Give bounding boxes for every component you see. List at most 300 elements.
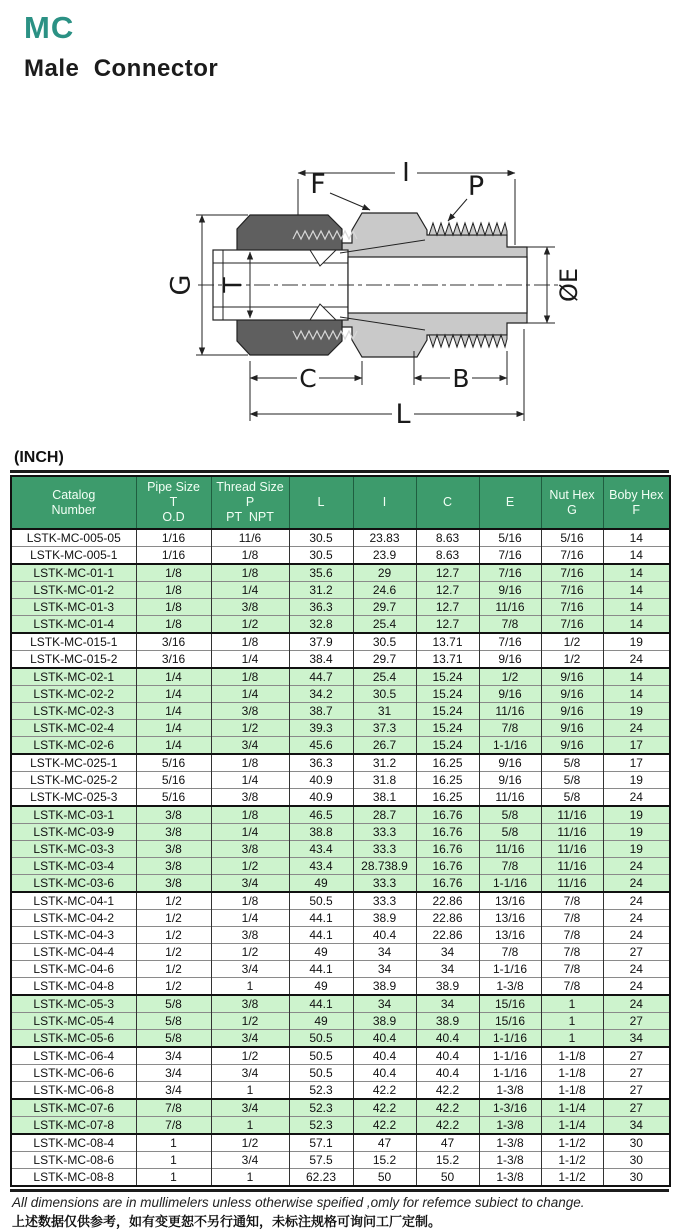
table-cell: 16.25 bbox=[416, 789, 479, 807]
table-cell: 24 bbox=[603, 910, 670, 927]
table-row bbox=[11, 858, 670, 875]
table-cell: 38.8 bbox=[289, 824, 353, 841]
table-cell: 1/4 bbox=[136, 668, 211, 686]
table-cell: 43.4 bbox=[289, 841, 353, 858]
table-cell: 34 bbox=[416, 961, 479, 978]
table-cell: 44.1 bbox=[289, 927, 353, 944]
table-cell: 11/16 bbox=[541, 841, 603, 858]
table-cell: 14 bbox=[603, 582, 670, 599]
table-cell: 11/16 bbox=[479, 599, 541, 616]
table-cell: 57.5 bbox=[289, 1152, 353, 1169]
table-row bbox=[11, 686, 670, 703]
table-cell: 7/8 bbox=[541, 978, 603, 996]
table-cell: 9/16 bbox=[541, 668, 603, 686]
table-row bbox=[11, 1169, 670, 1187]
table-cell: 15.24 bbox=[416, 668, 479, 686]
table-cell: 16.76 bbox=[416, 806, 479, 824]
table-cell: 3/4 bbox=[211, 961, 289, 978]
table-cell: 11/16 bbox=[479, 841, 541, 858]
table-cell: 29.7 bbox=[353, 651, 416, 669]
table-cell: 1/4 bbox=[136, 737, 211, 755]
table-cell: 9/16 bbox=[479, 686, 541, 703]
table-row bbox=[11, 564, 670, 582]
table-cell: 1/2 bbox=[136, 944, 211, 961]
table-cell: 3/16 bbox=[136, 651, 211, 669]
table-cell: 12.7 bbox=[416, 599, 479, 616]
table-cell: 1-1/4 bbox=[541, 1117, 603, 1135]
table-cell: LSTK-MC-05-3 bbox=[11, 995, 136, 1013]
table-cell: 24 bbox=[603, 651, 670, 669]
table-cell: 26.7 bbox=[353, 737, 416, 755]
table-cell: 44.1 bbox=[289, 961, 353, 978]
table-row bbox=[11, 824, 670, 841]
table-cell: 1 bbox=[136, 1152, 211, 1169]
table-cell: 3/4 bbox=[136, 1065, 211, 1082]
table-cell: 1-1/2 bbox=[541, 1152, 603, 1169]
table-cell: LSTK-MC-06-6 bbox=[11, 1065, 136, 1082]
table-cell: 57.1 bbox=[289, 1134, 353, 1152]
table-cell: 1/2 bbox=[136, 978, 211, 996]
table-cell: 5/8 bbox=[479, 824, 541, 841]
table-cell: 29 bbox=[353, 564, 416, 582]
table-row bbox=[11, 789, 670, 807]
table-row bbox=[11, 910, 670, 927]
table-row bbox=[11, 961, 670, 978]
table-row bbox=[11, 754, 670, 772]
table-cell: 22.86 bbox=[416, 910, 479, 927]
male-thread-top bbox=[429, 223, 507, 235]
table-cell: 34 bbox=[416, 944, 479, 961]
spec-table bbox=[10, 475, 671, 1187]
table-cell: 1/8 bbox=[211, 806, 289, 824]
table-cell: 1-3/8 bbox=[479, 1117, 541, 1135]
table-cell: 1/4 bbox=[136, 720, 211, 737]
column-header: Thread Size P PT NPT bbox=[211, 476, 289, 529]
column-header: I bbox=[353, 476, 416, 529]
table-cell: 1/2 bbox=[211, 616, 289, 634]
table-cell: 12.7 bbox=[416, 616, 479, 634]
table-cell: 1-3/8 bbox=[479, 1134, 541, 1152]
dim-label-C: C bbox=[299, 364, 317, 393]
table-cell: 42.2 bbox=[416, 1099, 479, 1117]
table-cell: 24 bbox=[603, 720, 670, 737]
table-cell: 7/8 bbox=[479, 616, 541, 634]
table-cell: 15.24 bbox=[416, 686, 479, 703]
table-row bbox=[11, 633, 670, 651]
table-cell: 5/16 bbox=[136, 772, 211, 789]
table-cell: 13.71 bbox=[416, 651, 479, 669]
table-cell: 1/2 bbox=[211, 858, 289, 875]
table-cell: 7/8 bbox=[136, 1117, 211, 1135]
table-cell: 5/8 bbox=[136, 995, 211, 1013]
table-row bbox=[11, 582, 670, 599]
table-cell: 3/8 bbox=[211, 841, 289, 858]
table-cell: 3/8 bbox=[211, 927, 289, 944]
table-cell: 3/4 bbox=[211, 1030, 289, 1048]
table-row bbox=[11, 1099, 670, 1117]
table-cell: 1/4 bbox=[211, 824, 289, 841]
table-cell: 40.4 bbox=[416, 1030, 479, 1048]
table-cell: 1/2 bbox=[211, 1047, 289, 1065]
table-cell: 1-1/16 bbox=[479, 1030, 541, 1048]
table-row bbox=[11, 529, 670, 547]
table-cell: 1-1/2 bbox=[541, 1169, 603, 1187]
table-cell: LSTK-MC-04-3 bbox=[11, 927, 136, 944]
table-cell: 44.1 bbox=[289, 910, 353, 927]
table-row bbox=[11, 1134, 670, 1152]
table-cell: 7/8 bbox=[541, 892, 603, 910]
table-cell: 19 bbox=[603, 633, 670, 651]
table-cell: 1/2 bbox=[541, 633, 603, 651]
table-cell: 3/8 bbox=[136, 875, 211, 893]
table-cell: 38.9 bbox=[416, 978, 479, 996]
table-cell: 34 bbox=[353, 944, 416, 961]
table-cell: LSTK-MC-015-2 bbox=[11, 651, 136, 669]
table-row bbox=[11, 1030, 670, 1048]
table-cell: 5/8 bbox=[541, 789, 603, 807]
table-cell: 15.24 bbox=[416, 720, 479, 737]
table-cell: 1/2 bbox=[136, 892, 211, 910]
table-cell: 7/8 bbox=[136, 1099, 211, 1117]
table-cell: 1/8 bbox=[136, 564, 211, 582]
table-cell: 24 bbox=[603, 789, 670, 807]
column-header: Boby Hex F bbox=[603, 476, 670, 529]
table-cell: 5/16 bbox=[479, 529, 541, 547]
table-cell: 7/16 bbox=[541, 582, 603, 599]
table-cell: 1/16 bbox=[136, 547, 211, 565]
table-cell: LSTK-MC-04-2 bbox=[11, 910, 136, 927]
table-cell: LSTK-MC-03-6 bbox=[11, 875, 136, 893]
table-cell: 44.7 bbox=[289, 668, 353, 686]
table-cell: 3/4 bbox=[211, 1065, 289, 1082]
table-cell: 1-3/8 bbox=[479, 1082, 541, 1100]
table-cell: 3/4 bbox=[211, 875, 289, 893]
table-cell: LSTK-MC-04-6 bbox=[11, 961, 136, 978]
table-cell: 7/16 bbox=[479, 633, 541, 651]
table-cell: LSTK-MC-015-1 bbox=[11, 633, 136, 651]
table-cell: 30 bbox=[603, 1169, 670, 1187]
table-row bbox=[11, 668, 670, 686]
table-cell: 3/4 bbox=[136, 1047, 211, 1065]
table-cell: 1 bbox=[541, 1030, 603, 1048]
table-cell: 3/4 bbox=[211, 1152, 289, 1169]
table-cell: 1-1/16 bbox=[479, 737, 541, 755]
diagram-wrap bbox=[10, 135, 669, 445]
table-cell: 38.1 bbox=[353, 789, 416, 807]
table-cell: 11/16 bbox=[541, 806, 603, 824]
table-cell: 49 bbox=[289, 875, 353, 893]
table-cell: LSTK-MC-05-4 bbox=[11, 1013, 136, 1030]
table-row bbox=[11, 806, 670, 824]
table-cell: 62.23 bbox=[289, 1169, 353, 1187]
table-cell: 42.2 bbox=[353, 1082, 416, 1100]
table-cell: 1 bbox=[211, 1169, 289, 1187]
table-cell: LSTK-MC-05-6 bbox=[11, 1030, 136, 1048]
table-cell: 15.2 bbox=[416, 1152, 479, 1169]
table-cell: LSTK-MC-025-3 bbox=[11, 789, 136, 807]
table-cell: 24 bbox=[603, 875, 670, 893]
male-thread-bottom bbox=[429, 335, 507, 347]
footer-note-english: All dimensions are in mullimelers unless otherwise speified ,omly for refemce subiect to change. bbox=[12, 1195, 585, 1210]
table-cell: 19 bbox=[603, 841, 670, 858]
table-cell: 13.71 bbox=[416, 633, 479, 651]
table-cell: 27 bbox=[603, 1013, 670, 1030]
table-cell: 1/8 bbox=[211, 547, 289, 565]
table-cell: 8.63 bbox=[416, 529, 479, 547]
table-cell: 46.5 bbox=[289, 806, 353, 824]
spec-table-body bbox=[11, 529, 670, 1186]
table-cell: 30 bbox=[603, 1134, 670, 1152]
table-cell: 23.9 bbox=[353, 547, 416, 565]
table-cell: 16.76 bbox=[416, 824, 479, 841]
table-cell: LSTK-MC-07-8 bbox=[11, 1117, 136, 1135]
table-cell: 1/4 bbox=[211, 582, 289, 599]
table-cell: 40.9 bbox=[289, 772, 353, 789]
table-cell: 16.25 bbox=[416, 754, 479, 772]
column-header: Pipe Size T O.D bbox=[136, 476, 211, 529]
table-cell: 50 bbox=[353, 1169, 416, 1187]
table-cell: 22.86 bbox=[416, 892, 479, 910]
table-cell: 1 bbox=[211, 1117, 289, 1135]
table-cell: 9/16 bbox=[479, 651, 541, 669]
table-cell: 1-3/8 bbox=[479, 1169, 541, 1187]
table-cell: 7/8 bbox=[479, 944, 541, 961]
table-cell: 16.76 bbox=[416, 841, 479, 858]
table-cell: 11/16 bbox=[541, 824, 603, 841]
table-cell: 49 bbox=[289, 1013, 353, 1030]
table-cell: 5/16 bbox=[136, 789, 211, 807]
table-row bbox=[11, 841, 670, 858]
table-cell: 27 bbox=[603, 1047, 670, 1065]
table-row bbox=[11, 1152, 670, 1169]
table-cell: 1-1/16 bbox=[479, 1065, 541, 1082]
table-cell: 16.25 bbox=[416, 772, 479, 789]
dim-label-E: ØE bbox=[555, 267, 583, 303]
table-cell: 3/8 bbox=[136, 841, 211, 858]
table-cell: 14 bbox=[603, 668, 670, 686]
table-cell: 1-3/8 bbox=[479, 978, 541, 996]
table-cell: 15.24 bbox=[416, 703, 479, 720]
table-cell: 1/8 bbox=[136, 599, 211, 616]
table-cell: 1/4 bbox=[211, 651, 289, 669]
column-header: L bbox=[289, 476, 353, 529]
table-cell: 52.3 bbox=[289, 1099, 353, 1117]
table-cell: 39.3 bbox=[289, 720, 353, 737]
table-cell: 3/4 bbox=[136, 1082, 211, 1100]
table-cell: 3/8 bbox=[136, 806, 211, 824]
table-cell: 3/4 bbox=[211, 1099, 289, 1117]
table-cell: 3/8 bbox=[136, 824, 211, 841]
table-cell: 1/8 bbox=[136, 582, 211, 599]
table-cell: 34 bbox=[416, 995, 479, 1013]
table-cell: 11/6 bbox=[211, 529, 289, 547]
table-row bbox=[11, 1082, 670, 1100]
table-row bbox=[11, 1117, 670, 1135]
table-cell: 1 bbox=[136, 1169, 211, 1187]
table-cell: LSTK-MC-02-4 bbox=[11, 720, 136, 737]
table-cell: 1 bbox=[211, 978, 289, 996]
table-cell: 14 bbox=[603, 529, 670, 547]
table-cell: 27 bbox=[603, 944, 670, 961]
table-row bbox=[11, 772, 670, 789]
table-cell: 36.3 bbox=[289, 599, 353, 616]
table-cell: 1 bbox=[211, 1082, 289, 1100]
table-cell: 40.4 bbox=[416, 1065, 479, 1082]
table-cell: 49 bbox=[289, 978, 353, 996]
table-cell: 14 bbox=[603, 564, 670, 582]
table-cell: LSTK-MC-03-3 bbox=[11, 841, 136, 858]
table-cell: 1-1/16 bbox=[479, 875, 541, 893]
table-cell: LSTK-MC-005-1 bbox=[11, 547, 136, 565]
table-cell: 14 bbox=[603, 686, 670, 703]
table-cell: 7/8 bbox=[541, 944, 603, 961]
table-cell: 24 bbox=[603, 927, 670, 944]
table-cell: 1/4 bbox=[211, 772, 289, 789]
table-cell: 23.83 bbox=[353, 529, 416, 547]
table-cell: 1-1/8 bbox=[541, 1065, 603, 1082]
table-cell: 40.4 bbox=[416, 1047, 479, 1065]
table-cell: 1/2 bbox=[479, 668, 541, 686]
table-cell: 43.4 bbox=[289, 858, 353, 875]
table-cell: LSTK-MC-02-1 bbox=[11, 668, 136, 686]
table-cell: 1/4 bbox=[211, 686, 289, 703]
table-cell: 1/2 bbox=[136, 961, 211, 978]
table-cell: 1-3/8 bbox=[479, 1152, 541, 1169]
table-row bbox=[11, 978, 670, 996]
table-cell: 38.9 bbox=[416, 1013, 479, 1030]
table-cell: 1 bbox=[541, 1013, 603, 1030]
table-cell: 25.4 bbox=[353, 616, 416, 634]
table-cell: LSTK-MC-04-8 bbox=[11, 978, 136, 996]
table-cell: 24 bbox=[603, 858, 670, 875]
table-cell: 12.7 bbox=[416, 564, 479, 582]
table-cell: 5/8 bbox=[136, 1030, 211, 1048]
table-cell: 24 bbox=[603, 995, 670, 1013]
table-row bbox=[11, 720, 670, 737]
table-cell: 33.3 bbox=[353, 875, 416, 893]
table-cell: 7/8 bbox=[541, 927, 603, 944]
table-cell: 1/8 bbox=[211, 564, 289, 582]
table-cell: 1 bbox=[541, 995, 603, 1013]
table-cell: 14 bbox=[603, 547, 670, 565]
table-cell: 15.2 bbox=[353, 1152, 416, 1169]
table-cell: LSTK-MC-01-1 bbox=[11, 564, 136, 582]
table-cell: 9/16 bbox=[479, 582, 541, 599]
table-cell: 50.5 bbox=[289, 1030, 353, 1048]
table-cell: 5/8 bbox=[541, 772, 603, 789]
table-cell: 38.7 bbox=[289, 703, 353, 720]
dim-label-P: P bbox=[467, 171, 485, 202]
table-cell: 9/16 bbox=[541, 737, 603, 755]
table-cell: LSTK-MC-005-05 bbox=[11, 529, 136, 547]
table-row bbox=[11, 737, 670, 755]
table-cell: 28.738.9 bbox=[353, 858, 416, 875]
table-cell: 30.5 bbox=[353, 633, 416, 651]
table-cell: 38.9 bbox=[353, 978, 416, 996]
table-cell: 19 bbox=[603, 806, 670, 824]
table-cell: 1/2 bbox=[211, 1013, 289, 1030]
table-cell: 24 bbox=[603, 978, 670, 996]
table-cell: 15/16 bbox=[479, 1013, 541, 1030]
table-cell: LSTK-MC-025-1 bbox=[11, 754, 136, 772]
table-cell: 33.3 bbox=[353, 892, 416, 910]
table-cell: 19 bbox=[603, 824, 670, 841]
table-cell: 14 bbox=[603, 616, 670, 634]
table-cell: 19 bbox=[603, 772, 670, 789]
table-cell: 1/2 bbox=[136, 910, 211, 927]
table-row bbox=[11, 599, 670, 616]
dim-label-I: I bbox=[402, 158, 410, 188]
page-title: Male Connector bbox=[24, 55, 219, 82]
column-header: Catalog Number bbox=[11, 476, 136, 529]
column-header: Nut Hex G bbox=[541, 476, 603, 529]
table-cell: 27 bbox=[603, 1099, 670, 1117]
table-cell: 13/16 bbox=[479, 927, 541, 944]
table-cell: 17 bbox=[603, 754, 670, 772]
table-cell: 24 bbox=[603, 892, 670, 910]
table-cell: 3/8 bbox=[211, 599, 289, 616]
table-row bbox=[11, 651, 670, 669]
table-cell: 1/8 bbox=[211, 668, 289, 686]
table-cell: 16.76 bbox=[416, 858, 479, 875]
table-cell: 40.4 bbox=[353, 1047, 416, 1065]
table-cell: LSTK-MC-04-1 bbox=[11, 892, 136, 910]
table-cell: 1/8 bbox=[211, 754, 289, 772]
table-cell: 1-1/8 bbox=[541, 1082, 603, 1100]
table-cell: 3/4 bbox=[211, 737, 289, 755]
table-cell: 50.5 bbox=[289, 1065, 353, 1082]
dim-label-T: T bbox=[218, 277, 247, 293]
table-cell: 1/2 bbox=[541, 651, 603, 669]
table-cell: 13/16 bbox=[479, 892, 541, 910]
table-cell: 11/16 bbox=[479, 789, 541, 807]
table-cell: 34 bbox=[353, 995, 416, 1013]
table-cell: 5/16 bbox=[541, 529, 603, 547]
table-row bbox=[11, 703, 670, 720]
table-cell: 33.3 bbox=[353, 841, 416, 858]
table-cell: 8.63 bbox=[416, 547, 479, 565]
table-cell: 7/16 bbox=[541, 599, 603, 616]
table-cell: 31 bbox=[353, 703, 416, 720]
dim-label-L: L bbox=[395, 399, 411, 430]
table-cell: 3/8 bbox=[211, 703, 289, 720]
table-cell: LSTK-MC-08-6 bbox=[11, 1152, 136, 1169]
table-cell: 12.7 bbox=[416, 582, 479, 599]
table-cell: 9/16 bbox=[479, 754, 541, 772]
table-cell: 7/8 bbox=[479, 858, 541, 875]
column-header: C bbox=[416, 476, 479, 529]
table-cell: LSTK-MC-03-1 bbox=[11, 806, 136, 824]
table-cell: 37.9 bbox=[289, 633, 353, 651]
table-cell: LSTK-MC-04-4 bbox=[11, 944, 136, 961]
table-cell: 47 bbox=[353, 1134, 416, 1152]
table-row bbox=[11, 927, 670, 944]
table-cell: 31.2 bbox=[353, 754, 416, 772]
table-cell: 28.7 bbox=[353, 806, 416, 824]
dim-label-F: F bbox=[310, 169, 326, 200]
table-cell: 5/16 bbox=[136, 754, 211, 772]
series-code: MC bbox=[24, 10, 75, 45]
table-row bbox=[11, 547, 670, 565]
table-cell: 15.24 bbox=[416, 737, 479, 755]
table-cell: 1-1/8 bbox=[541, 1047, 603, 1065]
table-cell: 44.1 bbox=[289, 995, 353, 1013]
dim-label-B: B bbox=[452, 364, 470, 393]
table-cell: 34 bbox=[603, 1117, 670, 1135]
table-cell: 42.2 bbox=[353, 1099, 416, 1117]
table-cell: 34.2 bbox=[289, 686, 353, 703]
table-cell: 31.8 bbox=[353, 772, 416, 789]
